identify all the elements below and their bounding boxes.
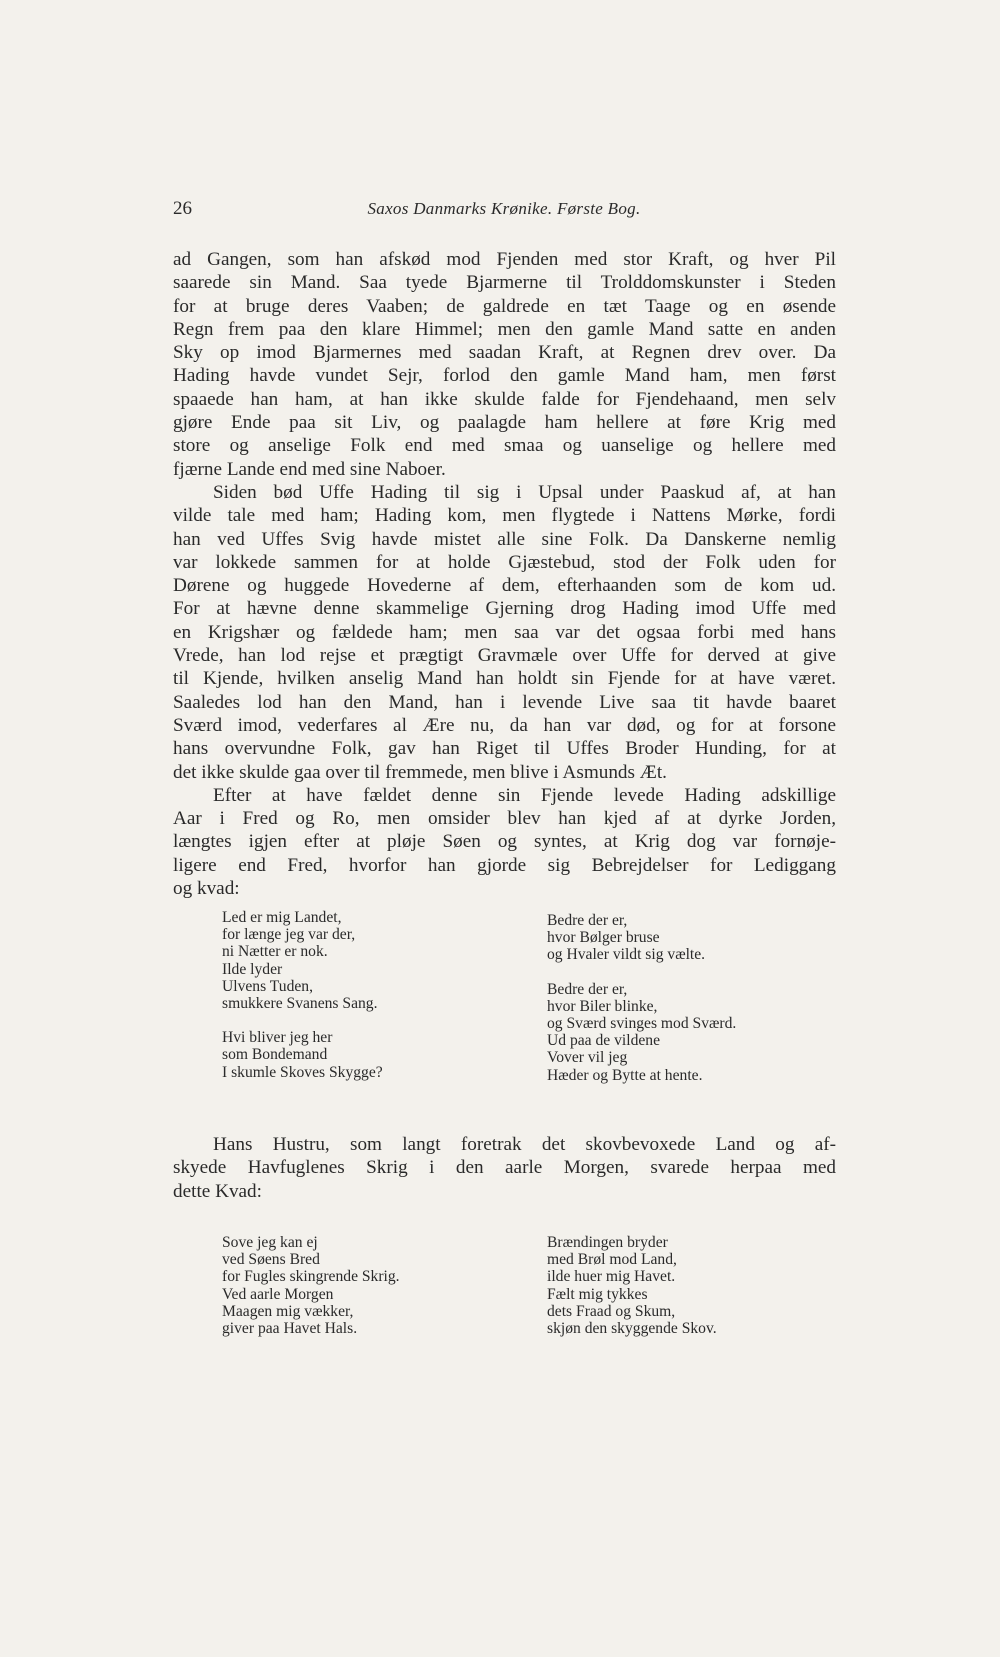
prose-block-2 [173, 1133, 836, 1203]
verse-line: Led er mig Landet, [222, 909, 342, 926]
verse-line: Ilde lyder [222, 960, 283, 978]
verse-line: som Bondemand [222, 1046, 328, 1064]
verse-line: med Brøl mod Land, [547, 1251, 677, 1269]
verse-line: for Fugles skingrende Skrig. [222, 1268, 400, 1286]
verse-line: skjøn den skyggende Skov. [547, 1320, 717, 1338]
prose-line: ligere end Fred, hvorfor han gjorde sig Bebrejdelser for Lediggang [173, 854, 836, 876]
prose-block-1 [173, 248, 836, 900]
verse-line: hvor Biler blinke, [547, 997, 658, 1015]
verse-line: og Sværd svinges mod Sværd. [547, 1015, 737, 1033]
prose-line: for at bruge deres Vaaben; de galdrede en tæt Taage og en øsende [173, 295, 836, 317]
prose-line: spaaede han ham, at han ikke skulde falde for Fjendehaand, men selv [173, 388, 836, 410]
verse-1-left-column [222, 909, 383, 1081]
verse-line: og Hvaler vildt sig vælte. [547, 946, 706, 964]
prose-line: dette Kvad: [173, 1180, 262, 1202]
page-header [173, 198, 835, 228]
prose-line: en Krigshær og fældede ham; men saa var det ogsaa forbi med hans [173, 621, 836, 643]
prose-line: han ved Uffes Svig havde mistet alle sine Folk. Da Danskerne nemlig [173, 528, 836, 550]
prose-line: Sky op imod Bjarmernes med saadan Kraft, at Regnen drev over. Da [173, 342, 836, 364]
verse-line: ni Nætter er nok. [222, 943, 328, 961]
prose-line: Hans Hustru, som langt foretrak det skovbevoxede Land og af- [213, 1134, 836, 1155]
running-title: Saxos Danmarks Krønike. Første Bog. [367, 199, 641, 218]
verse-line: ilde huer mig Havet. [547, 1268, 676, 1286]
prose-line: Siden bød Uffe Hading til sig i Upsal under Paaskud af, at han [213, 481, 836, 503]
verse-line: Bedre der er, [547, 912, 628, 929]
verse-line: Hæder og Bytte at hente. [547, 1066, 703, 1084]
verse-line: Bedre der er, [547, 980, 628, 998]
verse-line: for længe jeg var der, [222, 926, 356, 944]
prose-line: Regn frem paa den klare Himmel; men den gamle Mand satte en anden [173, 318, 836, 340]
prose-line: vilde tale med ham; Hading kom, men flygtede i Nattens Mørke, fordi [173, 505, 836, 527]
prose-line: længtes igjen efter at pløje Søen og syntes, at Krig dog var fornøje- [173, 831, 836, 853]
verse-line: Sove jeg kan ej [222, 1234, 318, 1251]
prose-line: ad Gangen, som han afskød mod Fjenden med stor Kraft, og hver Pil [173, 249, 836, 270]
prose-line: Hading havde vundet Sejr, forlod den gamle Mand ham, men først [173, 365, 836, 387]
verse-line: I skumle Skoves Skygge? [222, 1063, 383, 1081]
prose-line: Dørene og huggede Hovederne af dem, efterhaanden som de kom ud. [173, 575, 836, 597]
prose-line: skyede Havfuglenes Skrig i den aarle Morgen, svarede herpaa med [173, 1157, 836, 1179]
prose-line: Aar i Fred og Ro, men omsider blev han kjed af at dyrke Jorden, [173, 808, 836, 830]
prose-line: gjøre Ende paa sit Liv, og paalagde ham hellere at føre Krig med [173, 412, 836, 434]
prose-line: var lokkede sammen for at holde Gjæstebud, stod der Folk uden for [173, 551, 836, 573]
prose-line: saarede sin Mand. Saa tyede Bjarmerne til Trolddomskunster i Steden [173, 272, 836, 294]
verse-line: Ud paa de vildene [547, 1032, 661, 1050]
verse-1-right-column [547, 912, 736, 1084]
verse-line: smukkere Svanens Sang. [222, 995, 378, 1013]
prose-line: For at hævne denne skammelige Gjerning drog Hading imod Uffe med [173, 598, 836, 620]
verse-line: Brændingen bryder [547, 1234, 668, 1251]
verse-2-right-column [547, 1234, 717, 1337]
verse-line: Vover vil jeg [547, 1049, 628, 1067]
verse-line: Hvi bliver jeg her [222, 1029, 333, 1047]
prose-line: Vrede, han lod rejse et prægtigt Gravmæle over Uffe for derved at give [173, 645, 836, 667]
verse-line: Ulvens Tuden, [222, 977, 313, 995]
prose-line: store og anselige Folk end med smaa og uanselige og hellere med [173, 435, 836, 457]
verse-line: giver paa Havet Hals. [222, 1320, 358, 1338]
verse-line: dets Fraad og Skum, [547, 1302, 676, 1320]
prose-line: Saaledes lod han den Mand, han i levende Live saa tit havde baaret [173, 691, 836, 713]
stanza-gap [222, 1012, 383, 1029]
prose-line: og kvad: [173, 878, 240, 900]
prose-line: til Kjende, hvilken anselig Mand han holdt sin Fjende for at have været. [173, 668, 836, 690]
prose-line: fjærne Lande end med sine Naboer. [173, 458, 446, 480]
page-number: 26 [173, 198, 192, 219]
prose-line: hans overvundne Folk, gav han Riget til Uffes Broder Hunding, for at [173, 738, 836, 760]
verse-line: hvor Bølger bruse [547, 929, 660, 947]
verse-line: Fælt mig tykkes [547, 1285, 648, 1303]
verse-line: Maagen mig vækker, [222, 1302, 354, 1320]
verse-line: ved Søens Bred [222, 1251, 320, 1269]
verse-line: Ved aarle Morgen [222, 1285, 334, 1303]
prose-line: det ikke skulde gaa over til fremmede, men blive i Asmunds Æt. [173, 761, 667, 783]
stanza-gap [547, 964, 736, 981]
prose-line: Sværd imod, vederfares al Ære nu, da han var død, og for at forsone [173, 714, 836, 736]
prose-line: Efter at have fældet denne sin Fjende levede Hading adskillige [213, 784, 836, 806]
verse-2-left-column [222, 1234, 400, 1337]
